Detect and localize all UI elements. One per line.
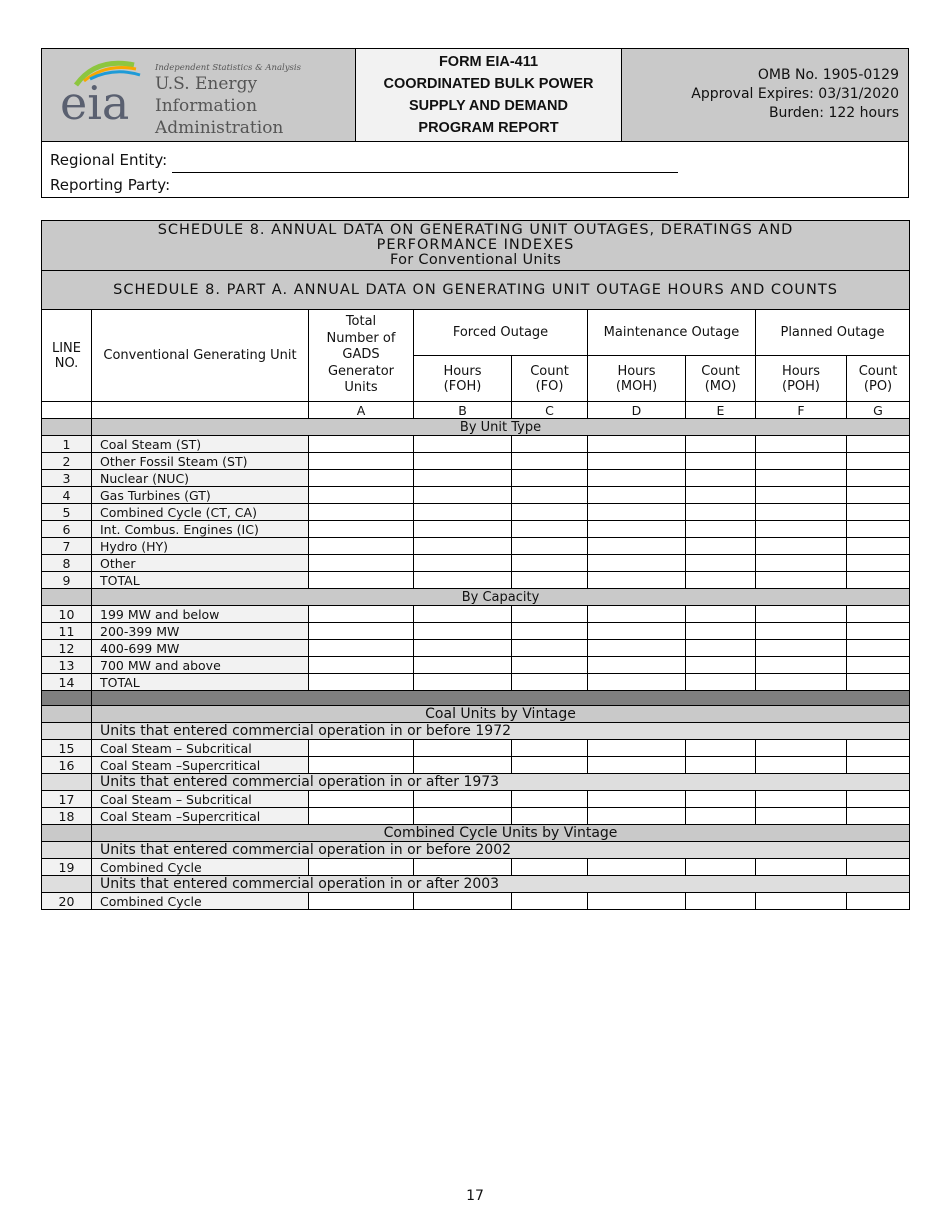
data-entry-cell[interactable] [756,623,847,640]
unit-label: Combined Cycle [92,893,309,910]
unit-label: TOTAL [92,572,309,589]
coal-group-before-1972: Units that entered commercial operation in or before 1972 [92,723,910,740]
line-number: 17 [42,791,92,808]
data-entry-cell[interactable] [847,893,910,910]
form-title [356,49,622,141]
data-entry-cell[interactable] [686,674,756,691]
unit-label: Coal Steam – Subcritical [92,740,309,757]
data-entry-cell[interactable] [414,606,512,623]
col-unit: Conventional Generating Unit [92,310,309,402]
data-entry-cell[interactable] [588,674,686,691]
line-number: 19 [42,859,92,876]
data-entry-cell[interactable] [686,606,756,623]
data-entry-cell[interactable] [847,791,910,808]
data-entry-cell[interactable] [309,555,414,572]
data-entry-cell[interactable] [686,791,756,808]
line-number: 16 [42,757,92,774]
data-entry-cell[interactable] [847,606,910,623]
table-row [42,623,910,640]
data-entry-cell[interactable] [588,555,686,572]
form-title-line: FORM EIA-411 [438,54,539,70]
data-entry-cell[interactable] [414,640,512,657]
data-entry-cell[interactable] [414,470,512,487]
col-po: Count (PO) [847,356,910,402]
unit-label: Other [92,555,309,572]
col-letter: F [756,402,847,419]
data-entry-cell[interactable] [414,791,512,808]
form-header [41,48,909,198]
line-number: 2 [42,453,92,470]
data-entry-cell[interactable] [686,436,756,453]
data-entry-cell[interactable] [686,453,756,470]
unit-label: Combined Cycle [92,859,309,876]
data-entry-cell[interactable] [414,808,512,825]
data-entry-cell[interactable] [588,893,686,910]
table-row [42,640,910,657]
data-entry-cell[interactable] [512,791,588,808]
col-letter: D [588,402,686,419]
schedule-title-line1: SCHEDULE 8. ANNUAL DATA ON GENERATING UNIT OUTAGES, DERATINGS AND [157,222,794,238]
data-entry-cell[interactable] [414,893,512,910]
schedule-title [42,221,910,271]
divider [92,691,910,706]
line-number: 13 [42,657,92,674]
data-entry-cell[interactable] [686,572,756,589]
data-entry-cell[interactable] [756,859,847,876]
line-number: 15 [42,740,92,757]
unit-label: Hydro (HY) [92,538,309,555]
unit-label: TOTAL [92,674,309,691]
data-entry-cell[interactable] [512,436,588,453]
table-row [42,859,910,876]
line-number: 20 [42,893,92,910]
omb-info [622,49,908,141]
table-row [42,538,910,555]
data-entry-cell[interactable] [847,555,910,572]
data-entry-cell[interactable] [309,453,414,470]
data-entry-cell[interactable] [686,623,756,640]
page-number: 17 [466,1188,484,1204]
data-entry-cell[interactable] [414,757,512,774]
data-entry-cell[interactable] [512,657,588,674]
unit-label: Combined Cycle (CT, CA) [92,504,309,521]
col-letter: C [512,402,588,419]
data-entry-cell[interactable] [512,757,588,774]
regional-entity-label: Regional Entity: [50,151,168,169]
data-entry-cell[interactable] [756,453,847,470]
data-entry-cell[interactable] [588,623,686,640]
data-entry-cell[interactable] [588,640,686,657]
data-entry-cell[interactable] [588,859,686,876]
data-entry-cell[interactable] [414,859,512,876]
data-entry-cell[interactable] [309,740,414,757]
table-row [42,808,910,825]
data-entry-cell[interactable] [588,436,686,453]
data-entry-cell[interactable] [309,791,414,808]
data-entry-cell[interactable] [756,757,847,774]
data-entry-cell[interactable] [588,538,686,555]
data-entry-cell[interactable] [414,740,512,757]
data-entry-cell[interactable] [588,487,686,504]
data-entry-cell[interactable] [588,740,686,757]
data-entry-cell[interactable] [847,757,910,774]
col-moh: Hours (MOH) [588,356,686,402]
unit-label: Other Fossil Steam (ST) [92,453,309,470]
schedule-subtitle: For Conventional Units [389,252,562,268]
reporting-party-field[interactable] [175,182,681,198]
table-row [42,572,910,589]
line-number: 1 [42,436,92,453]
approval-expires: Approval Expires: 03/31/2020 [691,86,899,102]
data-entry-cell[interactable] [756,572,847,589]
section-by-unit-type: By Unit Type [92,419,910,436]
data-entry-cell[interactable] [756,521,847,538]
data-entry-cell[interactable] [309,538,414,555]
line-number: 10 [42,606,92,623]
data-entry-cell[interactable] [847,674,910,691]
data-entry-cell[interactable] [756,893,847,910]
data-entry-cell[interactable] [309,757,414,774]
data-entry-cell[interactable] [686,893,756,910]
data-entry-cell[interactable] [686,808,756,825]
data-entry-cell[interactable] [414,504,512,521]
data-entry-cell[interactable] [756,470,847,487]
unit-label: Coal Steam – Subcritical [92,791,309,808]
data-entry-cell[interactable] [414,521,512,538]
data-entry-cell[interactable] [756,740,847,757]
data-entry-cell[interactable] [414,572,512,589]
cc-group-after-2003: Units that entered commercial operation in or after 2003 [92,876,910,893]
schedule-title-line2: PERFORMANCE INDEXES [376,237,575,253]
data-entry-cell[interactable] [414,623,512,640]
logo-tagline: Independent Statistics & Analysis [155,63,301,73]
line-number: 6 [42,521,92,538]
data-entry-cell[interactable] [512,640,588,657]
data-entry-cell[interactable] [309,640,414,657]
table-row [42,487,910,504]
data-entry-cell[interactable] [309,436,414,453]
eia-logo-icon [56,55,166,135]
data-entry-cell[interactable] [588,572,686,589]
logo-org-line2: Administration [155,118,284,138]
data-entry-cell[interactable] [847,859,910,876]
data-entry-cell[interactable] [512,572,588,589]
unit-label: 700 MW and above [92,657,309,674]
data-entry-cell[interactable] [309,487,414,504]
coal-group-after-1973: Units that entered commercial operation in or after 1973 [92,774,910,791]
data-entry-cell[interactable] [686,757,756,774]
data-entry-cell[interactable] [512,504,588,521]
data-entry-cell[interactable] [847,657,910,674]
divider [42,691,92,706]
data-entry-cell[interactable] [512,606,588,623]
omb-number: OMB No. 1905-0129 [757,67,899,83]
data-entry-cell[interactable] [588,504,686,521]
data-entry-cell[interactable] [588,791,686,808]
unit-label: Nuclear (NUC) [92,470,309,487]
logo-org-line1: U.S. Energy Information [155,74,258,116]
table-row [42,674,910,691]
line-number: 3 [42,470,92,487]
line-number: 8 [42,555,92,572]
col-total-gads: Total Number of GADS Generator Units [309,310,414,402]
data-entry-cell[interactable] [847,623,910,640]
col-mo: Count (MO) [686,356,756,402]
unit-label: Coal Steam (ST) [92,436,309,453]
reporting-party-label: Reporting Party: [50,176,171,194]
data-entry-cell[interactable] [847,538,910,555]
form-title-line: SUPPLY AND DEMAND [408,98,568,114]
col-fo: Count (FO) [512,356,588,402]
data-entry-cell[interactable] [847,487,910,504]
line-number: 7 [42,538,92,555]
col-forced-outage: Forced Outage [414,310,588,356]
eia-logo [42,49,356,141]
line-number: 14 [42,674,92,691]
data-entry-cell[interactable] [686,470,756,487]
table-row [42,504,910,521]
data-entry-cell[interactable] [309,606,414,623]
line-number: 4 [42,487,92,504]
data-entry-cell[interactable] [512,808,588,825]
data-entry-cell[interactable] [512,521,588,538]
data-entry-cell[interactable] [414,453,512,470]
data-entry-cell[interactable] [588,808,686,825]
data-entry-cell[interactable] [588,453,686,470]
data-entry-cell[interactable] [588,521,686,538]
data-entry-cell[interactable] [847,521,910,538]
data-entry-cell[interactable] [686,657,756,674]
table-row [42,521,910,538]
data-entry-cell[interactable] [309,623,414,640]
part-a-title: SCHEDULE 8. PART A. ANNUAL DATA ON GENERATING UNIT OUTAGE HOURS AND COUNTS [42,271,910,310]
col-letter: B [414,402,512,419]
data-entry-cell[interactable] [686,487,756,504]
col-letter: A [309,402,414,419]
data-entry-cell[interactable] [756,657,847,674]
col-letter: E [686,402,756,419]
data-entry-cell[interactable] [756,436,847,453]
data-entry-cell[interactable] [588,757,686,774]
table-row [42,453,910,470]
data-entry-cell[interactable] [847,453,910,470]
data-entry-cell[interactable] [512,487,588,504]
data-entry-cell[interactable] [414,487,512,504]
data-entry-cell[interactable] [847,808,910,825]
line-number: 9 [42,572,92,589]
unit-label: Gas Turbines (GT) [92,487,309,504]
section-coal-vintage: Coal Units by Vintage [92,706,910,723]
data-entry-cell[interactable] [512,893,588,910]
data-entry-cell[interactable] [414,674,512,691]
data-entry-cell[interactable] [756,538,847,555]
data-entry-cell[interactable] [512,740,588,757]
data-entry-cell[interactable] [588,470,686,487]
data-entry-cell[interactable] [309,808,414,825]
line-number: 11 [42,623,92,640]
col-line-no: LINE NO. [42,310,92,402]
table-row [42,791,910,808]
table-row [42,606,910,623]
col-planned-outage: Planned Outage [756,310,910,356]
data-entry-cell[interactable] [756,674,847,691]
data-entry-cell[interactable] [686,555,756,572]
unit-label: 199 MW and below [92,606,309,623]
data-entry-cell[interactable] [847,504,910,521]
section-cc-vintage: Combined Cycle Units by Vintage [92,825,910,842]
data-entry-cell[interactable] [847,470,910,487]
regional-entity-field[interactable] [172,157,678,173]
unit-label: Coal Steam –Supercritical [92,757,309,774]
data-entry-cell[interactable] [309,572,414,589]
data-entry-cell[interactable] [756,504,847,521]
unit-label: 200-399 MW [92,623,309,640]
data-entry-cell[interactable] [309,859,414,876]
unit-label: 400-699 MW [92,640,309,657]
form-title-line: PROGRAM REPORT [418,120,559,136]
data-entry-cell[interactable] [756,808,847,825]
data-entry-cell[interactable] [512,453,588,470]
data-entry-cell[interactable] [414,538,512,555]
data-entry-cell[interactable] [414,436,512,453]
data-entry-cell[interactable] [686,504,756,521]
cc-group-before-2002: Units that entered commercial operation in or before 2002 [92,842,910,859]
data-entry-cell[interactable] [756,555,847,572]
table-row [42,555,910,572]
table-row [42,470,910,487]
data-entry-cell[interactable] [686,859,756,876]
data-entry-cell[interactable] [847,572,910,589]
data-entry-cell[interactable] [686,740,756,757]
data-entry-cell[interactable] [309,657,414,674]
data-entry-cell[interactable] [512,470,588,487]
line-number: 5 [42,504,92,521]
unit-label: Coal Steam –Supercritical [92,808,309,825]
data-entry-cell[interactable] [512,674,588,691]
data-entry-cell[interactable] [309,674,414,691]
data-entry-cell[interactable] [686,521,756,538]
table-row [42,436,910,453]
data-entry-cell[interactable] [847,436,910,453]
data-entry-cell[interactable] [512,623,588,640]
data-entry-cell[interactable] [512,555,588,572]
line-number: 18 [42,808,92,825]
data-entry-cell[interactable] [686,538,756,555]
data-entry-cell[interactable] [847,640,910,657]
data-entry-cell[interactable] [512,538,588,555]
data-entry-cell[interactable] [588,657,686,674]
burden: Burden: 122 hours [768,105,899,121]
data-entry-cell[interactable] [756,640,847,657]
data-entry-cell[interactable] [756,791,847,808]
form-title-line: COORDINATED BULK POWER [383,76,594,92]
data-entry-cell[interactable] [309,504,414,521]
data-entry-cell[interactable] [756,606,847,623]
data-entry-cell[interactable] [847,740,910,757]
data-entry-cell[interactable] [414,657,512,674]
data-entry-cell[interactable] [309,893,414,910]
data-entry-cell[interactable] [512,859,588,876]
table-row [42,657,910,674]
logo-wordmark: eia [60,76,130,130]
col-poh: Hours (POH) [756,356,847,402]
col-foh: Hours (FOH) [414,356,512,402]
section-by-capacity: By Capacity [92,589,910,606]
table-row [42,893,910,910]
unit-label: Int. Combus. Engines (IC) [92,521,309,538]
data-entry-cell[interactable] [414,555,512,572]
data-entry-cell[interactable] [756,487,847,504]
line-number: 12 [42,640,92,657]
table-row [42,740,910,757]
data-entry-cell[interactable] [309,521,414,538]
table-row [42,757,910,774]
data-entry-cell[interactable] [309,470,414,487]
schedule-8-table [41,220,910,910]
col-letter: G [847,402,910,419]
data-entry-cell[interactable] [686,640,756,657]
col-maintenance-outage: Maintenance Outage [588,310,756,356]
data-entry-cell[interactable] [588,606,686,623]
